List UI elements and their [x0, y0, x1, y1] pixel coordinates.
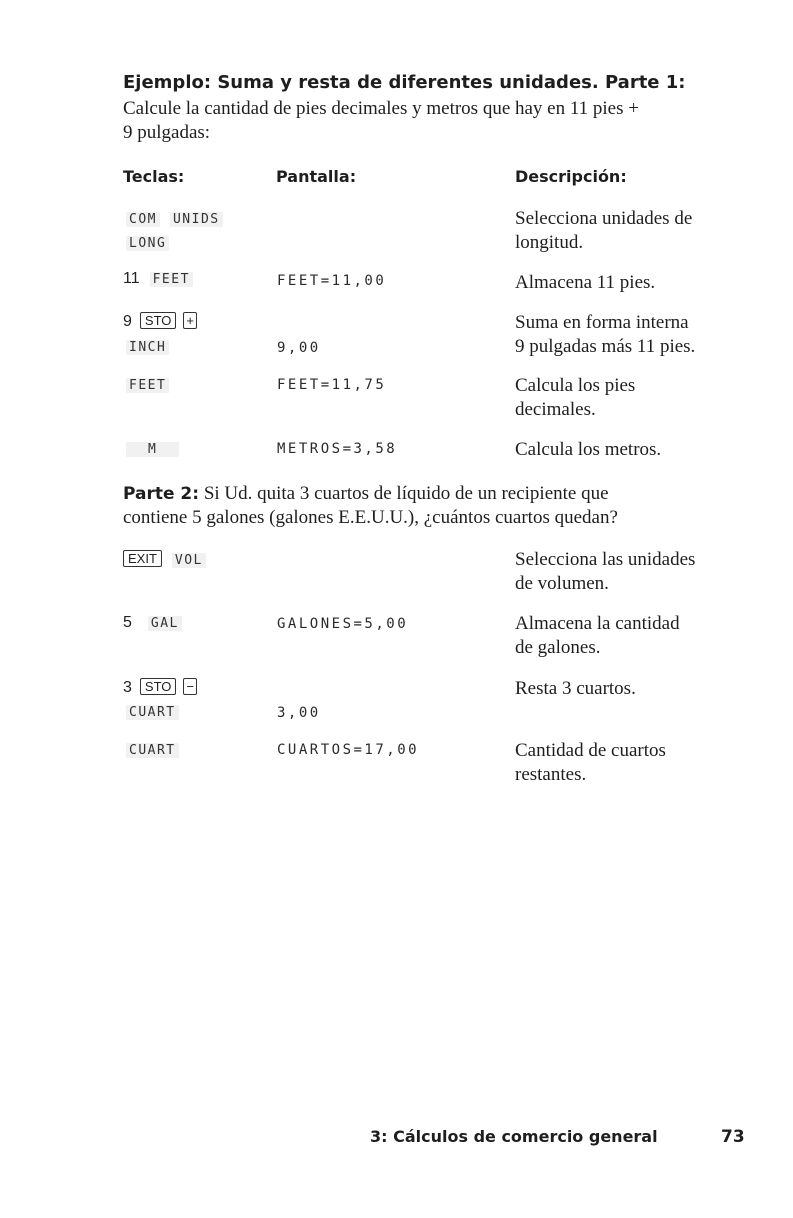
description-line: Almacena 11 pies.	[515, 272, 656, 293]
step-row	[126, 234, 169, 252]
menu-key-cuart: CUART	[126, 743, 179, 758]
menu-key-feet: FEET	[150, 272, 193, 287]
menu-key-long: LONG	[126, 236, 169, 251]
part2-intro-line-2: contiene 5 galones (galones E.E.U.U.), ¿cuántos cuartos quedan?	[123, 507, 618, 528]
step-row	[123, 312, 197, 331]
column-header-display: Pantalla:	[276, 167, 357, 186]
example-heading: Ejemplo: Suma y resta de diferentes unidades. Parte 1:	[123, 72, 686, 93]
exit-key: EXIT	[123, 550, 162, 567]
number-entry: 11	[123, 270, 140, 287]
description-line: Selecciona unidades de	[515, 208, 693, 229]
display-readout: METROS=3,58	[277, 441, 398, 457]
step-row	[126, 703, 179, 721]
menu-key-feet: FEET	[126, 378, 169, 393]
column-header-description: Descripción:	[515, 167, 627, 186]
display-readout: CUARTOS=17,00	[277, 742, 420, 758]
description-line: Cantidad de cuartos	[515, 740, 666, 761]
sto-key: STO	[140, 678, 177, 695]
description-line: Calcula los pies	[515, 375, 636, 396]
step-row	[123, 550, 206, 569]
step-row	[126, 440, 179, 458]
display-readout: FEET=11,00	[277, 273, 387, 289]
menu-key-unids: UNIDS	[170, 212, 223, 227]
description-line: de galones.	[515, 637, 601, 658]
step-row	[123, 678, 197, 697]
step-row	[123, 614, 182, 632]
column-header-keys: Teclas:	[123, 167, 185, 186]
menu-key-com: COM	[126, 212, 160, 227]
display-readout: 9,00	[277, 340, 321, 356]
step-row	[126, 376, 169, 394]
number-entry: 9	[123, 313, 132, 330]
menu-key-m: M	[126, 442, 179, 457]
display-readout: FEET=11,75	[277, 377, 387, 393]
sto-key: STO	[140, 312, 177, 329]
intro-line-2: 9 pulgadas:	[123, 122, 211, 143]
step-row	[126, 338, 169, 356]
description-line: restantes.	[515, 764, 587, 785]
page-number: 73	[721, 1127, 745, 1147]
step-row	[123, 270, 193, 288]
part2-intro-line-1	[123, 482, 609, 506]
step-row	[126, 741, 179, 759]
display-readout: GALONES=5,00	[277, 616, 409, 632]
chapter-footer: 3: Cálculos de comercio general	[370, 1127, 658, 1146]
description-line: decimales.	[515, 399, 596, 420]
number-entry: 5	[123, 614, 132, 631]
menu-key-cuart: CUART	[126, 705, 179, 720]
description-line: Calcula los metros.	[515, 439, 662, 460]
display-readout: 3,00	[277, 705, 321, 721]
menu-key-gal: GAL	[148, 616, 182, 631]
part2-text: Si Ud. quita 3 cuartos de líquido de un recipiente que	[199, 483, 609, 504]
minus-key: −	[183, 678, 197, 695]
description-line: longitud.	[515, 232, 584, 253]
description-line: Almacena la cantidad	[515, 613, 680, 634]
step-row	[126, 210, 223, 228]
description-line: 9 pulgadas más 11 pies.	[515, 336, 696, 357]
description-line: Suma en forma interna	[515, 312, 689, 333]
description-line: Resta 3 cuartos.	[515, 678, 636, 699]
menu-key-inch: INCH	[126, 340, 169, 355]
plus-key: +	[183, 312, 197, 329]
intro-line-1: Calcule la cantidad de pies decimales y metros que hay en 11 pies +	[123, 98, 639, 119]
menu-key-vol: VOL	[172, 553, 206, 568]
description-line: de volumen.	[515, 573, 609, 594]
part2-label: Parte 2:	[123, 484, 200, 504]
number-entry: 3	[123, 679, 132, 696]
description-line: Selecciona las unidades	[515, 549, 696, 570]
